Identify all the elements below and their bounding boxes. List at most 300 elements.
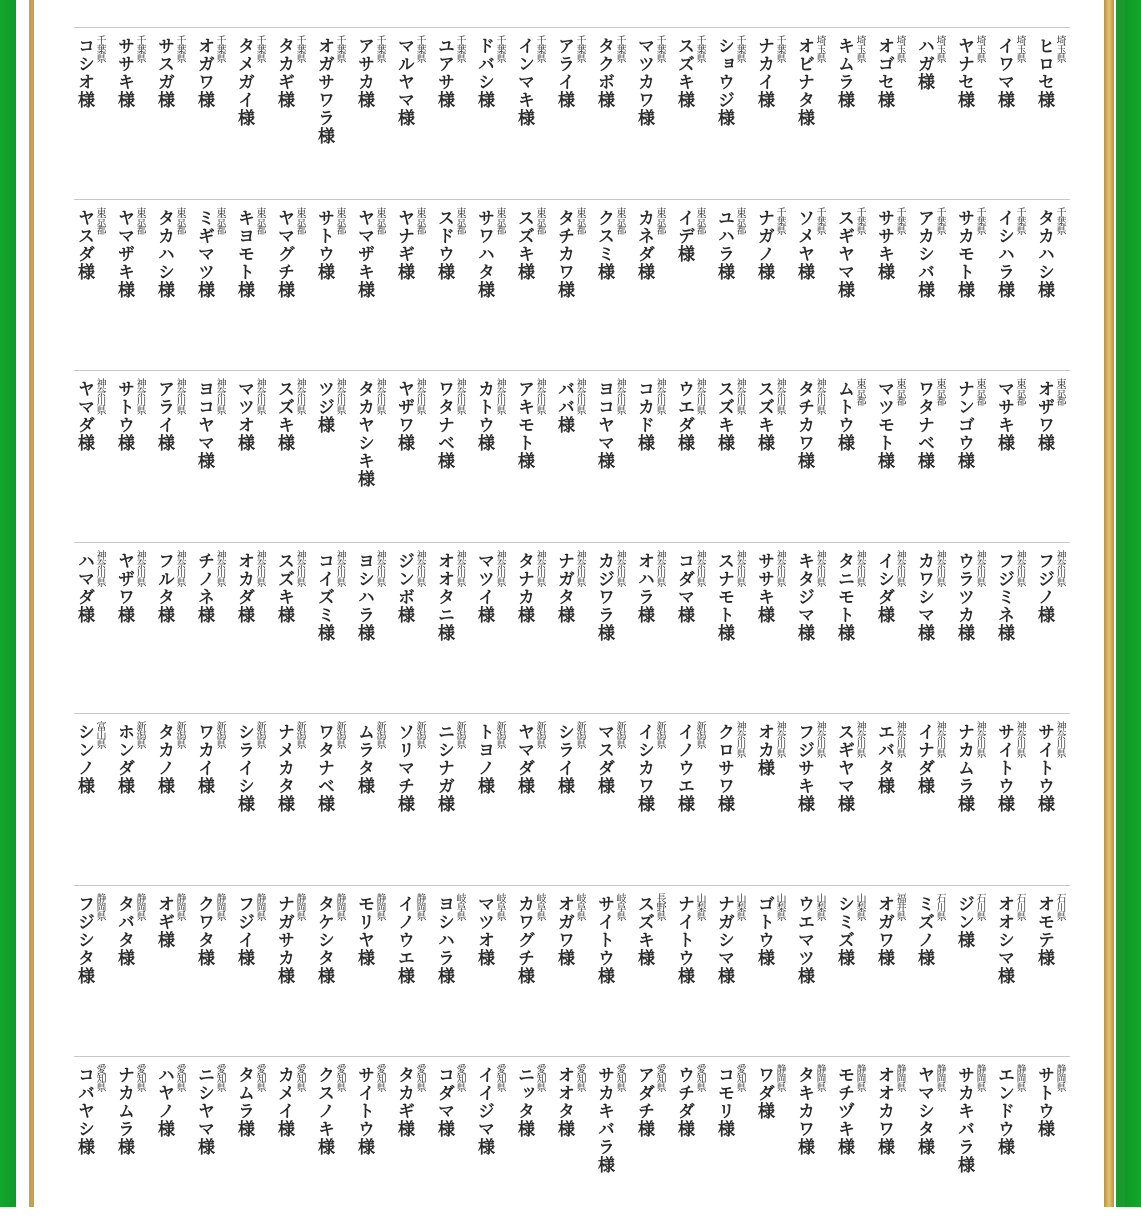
winner-entry — [392, 721, 432, 881]
winner-entry — [632, 550, 672, 710]
prefecture-label: 東京都 — [854, 378, 865, 405]
winner-entry — [952, 378, 992, 538]
winner-entry — [712, 207, 752, 367]
winner-name: ヤマダ様 — [514, 723, 534, 795]
winner-name: トヨノ様 — [474, 723, 494, 795]
winner-name: ミギマツ様 — [194, 209, 214, 299]
winner-name: キタジマ様 — [794, 552, 814, 642]
winner-entry — [952, 35, 992, 195]
prefecture-label: 千葉県 — [374, 35, 385, 62]
prefecture-label: 新潟県 — [174, 721, 185, 748]
winner-name: タチカワ様 — [794, 380, 814, 470]
prefecture-label: 静岡県 — [254, 893, 265, 920]
winner-name: フジミネ様 — [994, 552, 1014, 642]
prefecture-label: 岐阜県 — [534, 893, 545, 920]
winner-name: ニシヤマ様 — [194, 1066, 214, 1156]
right-green-strip — [1116, 0, 1125, 1207]
winner-entry — [472, 893, 512, 1053]
prefecture-label: 東京都 — [134, 207, 145, 234]
winner-name: スズキ様 — [714, 380, 734, 452]
winner-entry — [672, 378, 712, 538]
winner-entry — [272, 550, 312, 710]
prefecture-label: 岐阜県 — [614, 893, 625, 920]
prefecture-label: 静岡県 — [974, 1064, 985, 1091]
winner-name: サイトウ様 — [354, 1066, 374, 1156]
winner-name: ムラタ様 — [354, 723, 374, 795]
prefecture-label: 愛知県 — [374, 1064, 385, 1091]
winner-name: タメガイ様 — [234, 37, 254, 127]
winner-name: ウラツカ様 — [954, 552, 974, 642]
winner-entry — [872, 550, 912, 710]
winner-entry — [552, 207, 592, 367]
winner-name: アライ様 — [554, 37, 574, 109]
name-band-1 — [72, 27, 1068, 187]
winner-name: ユアサ様 — [434, 37, 454, 109]
winner-name: カネダ様 — [634, 209, 654, 281]
winner-name: タバタ様 — [114, 895, 134, 967]
winner-entry — [152, 550, 192, 710]
winner-entry — [832, 1064, 872, 1224]
winner-entry — [832, 550, 872, 710]
prefecture-label: 静岡県 — [214, 893, 225, 920]
winner-entry — [672, 893, 712, 1053]
winner-name: フルタ様 — [154, 552, 174, 624]
winner-name: ナメカタ様 — [274, 723, 294, 813]
winner-entry — [672, 550, 712, 710]
winner-name: エバタ様 — [874, 723, 894, 795]
winner-entry — [1032, 1064, 1072, 1224]
winner-entry — [272, 378, 312, 538]
winner-name: ヤナセ様 — [954, 37, 974, 109]
winner-name: ヨシハラ様 — [354, 552, 374, 642]
winner-name: オカダ様 — [234, 552, 254, 624]
prefecture-label: 東京都 — [174, 207, 185, 234]
prefecture-label: 東京都 — [934, 378, 945, 405]
winner-entry — [832, 207, 872, 367]
prefecture-label: 神奈川県 — [814, 550, 825, 586]
prefecture-label: 神奈川県 — [614, 550, 625, 586]
winner-entry — [392, 378, 432, 538]
prefecture-label: 静岡県 — [1054, 1064, 1065, 1091]
prefecture-label: 千葉県 — [774, 35, 785, 62]
winner-name: ハガ様 — [914, 37, 934, 91]
winner-name: イシダ様 — [874, 552, 894, 624]
winner-name: ヤナギ様 — [394, 209, 414, 281]
prefecture-label: 新潟県 — [654, 721, 665, 748]
winner-name: イシカワ様 — [634, 723, 654, 813]
winner-entry — [232, 1064, 272, 1224]
left-white-gap — [16, 0, 29, 1207]
prefecture-label: 山梨県 — [774, 893, 785, 920]
winner-name: ツジ様 — [314, 380, 334, 434]
prefecture-label: 千葉県 — [1014, 207, 1025, 234]
winner-entry — [192, 721, 232, 881]
winner-name: アダチ様 — [634, 1066, 654, 1138]
winner-name: シミズ様 — [834, 895, 854, 967]
winner-entry — [672, 207, 712, 367]
winner-entry — [312, 550, 352, 710]
prefecture-label: 静岡県 — [134, 893, 145, 920]
winner-name: カトウ様 — [474, 380, 494, 452]
prefecture-label: 東京都 — [454, 207, 465, 234]
winner-entry — [912, 721, 952, 881]
winner-entry — [392, 893, 432, 1053]
prefecture-label: 神奈川県 — [334, 378, 345, 414]
winner-entry — [792, 550, 832, 710]
winner-entry — [432, 721, 472, 881]
winner-entry — [352, 550, 392, 710]
prefecture-label: 東京都 — [694, 207, 705, 234]
winner-name: ササキ様 — [754, 552, 774, 624]
winner-entry — [632, 378, 672, 538]
winner-entry — [472, 550, 512, 710]
winner-name: オモテ様 — [1034, 895, 1054, 967]
winner-name: ヤマザキ様 — [114, 209, 134, 299]
winner-name: ジン様 — [954, 895, 974, 949]
winner-name: ハマダ様 — [74, 552, 94, 624]
winner-entry — [112, 893, 152, 1053]
prefecture-label: 神奈川県 — [94, 378, 105, 414]
prefecture-label: 埼玉県 — [894, 35, 905, 62]
winner-name: ヨシハラ様 — [434, 895, 454, 985]
winner-name: タカギ様 — [274, 37, 294, 109]
prefecture-label: 山梨県 — [734, 893, 745, 920]
prefecture-label: 新潟県 — [414, 721, 425, 748]
winner-name: イシハラ様 — [994, 209, 1014, 299]
prefecture-label: 神奈川県 — [854, 550, 865, 586]
prefecture-label: 千葉県 — [574, 35, 585, 62]
winner-name: カワシマ様 — [914, 552, 934, 642]
winner-name: アサカ様 — [354, 37, 374, 109]
winner-entry — [352, 893, 392, 1053]
winner-name: ナカイ様 — [754, 37, 774, 109]
winner-entry — [72, 721, 112, 881]
prefecture-label: 神奈川県 — [854, 721, 865, 757]
winner-entry — [272, 893, 312, 1053]
winner-entry — [192, 378, 232, 538]
winner-name: タカヤシキ様 — [354, 380, 374, 488]
winner-entry — [392, 207, 432, 367]
prefecture-label: 静岡県 — [934, 1064, 945, 1091]
winner-entry — [1032, 721, 1072, 881]
winner-entry — [912, 893, 952, 1053]
band-divider — [74, 885, 1070, 886]
prefecture-label: 静岡県 — [174, 893, 185, 920]
prefecture-label: 千葉県 — [134, 35, 145, 62]
winner-name: ヤザワ様 — [394, 380, 414, 452]
winner-name: カメイ様 — [274, 1066, 294, 1138]
prefecture-label: 千葉県 — [614, 35, 625, 62]
prefecture-label: 新潟県 — [294, 721, 305, 748]
prefecture-label: 神奈川県 — [134, 550, 145, 586]
prefecture-label: 岐阜県 — [494, 893, 505, 920]
prefecture-label: 千葉県 — [974, 207, 985, 234]
winner-name: オオタ様 — [554, 1066, 574, 1138]
prefecture-label: 新潟県 — [694, 721, 705, 748]
winner-entry — [752, 378, 792, 538]
winner-name: ウエダ様 — [674, 380, 694, 452]
right-gold-border — [1104, 0, 1114, 1207]
winner-name: コダマ様 — [674, 552, 694, 624]
winner-entry — [512, 35, 552, 195]
prefecture-label: 愛知県 — [414, 1064, 425, 1091]
prefecture-label: 東京都 — [734, 207, 745, 234]
winner-name: マツオ様 — [234, 380, 254, 452]
prefecture-label: 山梨県 — [814, 893, 825, 920]
winner-name: スズキ様 — [634, 895, 654, 967]
winner-name: オギ様 — [154, 895, 174, 949]
winner-name: オゴセ様 — [874, 37, 894, 109]
winner-entry — [432, 207, 472, 367]
right-green-border — [1125, 0, 1141, 1207]
prefecture-label: 埼玉県 — [1014, 35, 1025, 62]
prefecture-label: 神奈川県 — [654, 550, 665, 586]
winner-entry — [352, 378, 392, 538]
winner-name: タキカワ様 — [794, 1066, 814, 1156]
winner-name: ナカムラ様 — [114, 1066, 134, 1156]
winner-name: イイジマ様 — [474, 1066, 494, 1156]
winner-name: タクボ様 — [594, 37, 614, 109]
winner-entry — [592, 35, 632, 195]
winner-name: コモリ様 — [714, 1066, 734, 1138]
prefecture-label: 千葉県 — [774, 207, 785, 234]
prefecture-label: 神奈川県 — [694, 550, 705, 586]
prefecture-label: 千葉県 — [494, 35, 505, 62]
winner-entry — [392, 550, 432, 710]
prefecture-label: 岐阜県 — [454, 893, 465, 920]
winner-entry — [632, 893, 672, 1053]
winner-entry — [392, 1064, 432, 1224]
winner-entry — [872, 721, 912, 881]
winner-name: スギヤマ様 — [834, 723, 854, 813]
winner-name: マツオ様 — [474, 895, 494, 967]
left-green-border — [0, 0, 16, 1207]
winner-name: サカキバラ様 — [954, 1066, 974, 1174]
prefecture-label: 東京都 — [894, 378, 905, 405]
winner-entry — [992, 378, 1032, 538]
prefecture-label: 静岡県 — [1014, 1064, 1025, 1091]
prefecture-label: 静岡県 — [894, 1064, 905, 1091]
prefecture-label: 新潟県 — [134, 721, 145, 748]
winner-entry — [352, 1064, 392, 1224]
left-gold-border — [29, 0, 34, 1207]
prefecture-label: 神奈川県 — [934, 721, 945, 757]
winner-entry — [392, 35, 432, 195]
prefecture-label: 神奈川県 — [494, 378, 505, 414]
winner-name: キヨモト様 — [234, 209, 254, 299]
prefecture-label: 神奈川県 — [774, 550, 785, 586]
winner-name: フジサキ様 — [794, 723, 814, 813]
winner-entry — [792, 1064, 832, 1224]
winner-name: イノウエ様 — [674, 723, 694, 813]
winner-entry — [432, 893, 472, 1053]
prefecture-label: 千葉県 — [854, 207, 865, 234]
prefecture-label: 長野県 — [654, 893, 665, 920]
prefecture-label: 静岡県 — [374, 893, 385, 920]
winner-entry — [752, 893, 792, 1053]
prefecture-label: 東京都 — [974, 378, 985, 405]
winner-name: インマキ様 — [514, 37, 534, 127]
prefecture-label: 神奈川県 — [894, 721, 905, 757]
winner-entry — [832, 378, 872, 538]
winner-name: カジワラ様 — [594, 552, 614, 642]
winner-entry — [192, 207, 232, 367]
prefecture-label: 神奈川県 — [454, 550, 465, 586]
winner-name: ワタナベ様 — [914, 380, 934, 470]
prefecture-label: 千葉県 — [414, 35, 425, 62]
winner-name: ナガシマ様 — [714, 895, 734, 985]
winner-name: コカド様 — [634, 380, 654, 452]
winner-entry — [592, 378, 632, 538]
winner-entry — [832, 35, 872, 195]
winner-name: オザワ様 — [1034, 380, 1054, 452]
winner-entry — [112, 378, 152, 538]
prefecture-label: 静岡県 — [854, 1064, 865, 1091]
prefecture-label: 神奈川県 — [94, 550, 105, 586]
winner-entry — [232, 35, 272, 195]
prefecture-label: 東京都 — [654, 207, 665, 234]
winner-name: サイトウ様 — [994, 723, 1014, 813]
winner-entry — [752, 550, 792, 710]
winner-name: ドバシ様 — [474, 37, 494, 109]
winner-name: サトウ様 — [114, 380, 134, 452]
winner-entry — [872, 893, 912, 1053]
winner-name: クワタ様 — [194, 895, 214, 967]
prefecture-label: 神奈川県 — [334, 550, 345, 586]
winner-name: マスダ様 — [594, 723, 614, 795]
prefecture-label: 東京都 — [254, 207, 265, 234]
winner-name: タナカ様 — [514, 552, 534, 624]
winner-name: ホンダ様 — [114, 723, 134, 795]
winner-entry — [1032, 207, 1072, 367]
winner-entry — [632, 35, 672, 195]
prefecture-label: 神奈川県 — [574, 378, 585, 414]
winner-entry — [232, 550, 272, 710]
winner-entry — [592, 721, 632, 881]
winner-entry — [112, 1064, 152, 1224]
prefecture-label: 愛知県 — [294, 1064, 305, 1091]
winner-name: アキモト様 — [514, 380, 534, 470]
prefecture-label: 静岡県 — [294, 893, 305, 920]
prefecture-label: 愛知県 — [134, 1064, 145, 1091]
band-divider — [74, 542, 1070, 543]
winner-name: ヤマザキ様 — [354, 209, 374, 299]
winner-name: シライシ様 — [234, 723, 254, 813]
winner-entry — [152, 721, 192, 881]
prefecture-label: 神奈川県 — [294, 378, 305, 414]
prefecture-label: 千葉県 — [334, 35, 345, 62]
winner-name: クスノキ様 — [314, 1066, 334, 1156]
prefecture-label: 神奈川県 — [614, 378, 625, 414]
winner-entry — [232, 378, 272, 538]
winner-name: ヨコヤマ様 — [194, 380, 214, 470]
prefecture-label: 新潟県 — [534, 721, 545, 748]
prefecture-label: 新潟県 — [454, 721, 465, 748]
prefecture-label: 千葉県 — [894, 207, 905, 234]
winner-name: ヤスダ様 — [74, 209, 94, 281]
prefecture-label: 東京都 — [574, 207, 585, 234]
winner-entry — [192, 1064, 232, 1224]
prefecture-label: 東京都 — [494, 207, 505, 234]
winner-name: ササキ様 — [874, 209, 894, 281]
winner-entry — [472, 378, 512, 538]
winner-entry — [352, 721, 392, 881]
winner-entry — [432, 550, 472, 710]
prefecture-label: 愛知県 — [174, 1064, 185, 1091]
prefecture-label: 愛知県 — [614, 1064, 625, 1091]
prefecture-label: 山梨県 — [694, 893, 705, 920]
winner-name: オガワ様 — [194, 37, 214, 109]
winner-name: モチヅキ様 — [834, 1066, 854, 1156]
winner-name: オガワ様 — [874, 895, 894, 967]
winner-entry — [1032, 35, 1072, 195]
winner-entry — [72, 550, 112, 710]
winner-name: ヤマシタ様 — [914, 1066, 934, 1156]
winner-entry — [352, 35, 392, 195]
winner-entry — [552, 378, 592, 538]
winner-name: スズキ様 — [754, 380, 774, 452]
name-band-3 — [72, 370, 1068, 530]
prefecture-label: 神奈川県 — [734, 550, 745, 586]
winner-entry — [232, 207, 272, 367]
winner-name: モリヤ様 — [354, 895, 374, 967]
winner-name: タムラ様 — [234, 1066, 254, 1138]
winner-name: カワグチ様 — [514, 895, 534, 985]
winner-name: ソメヤ様 — [794, 209, 814, 281]
winner-entry — [552, 35, 592, 195]
winner-name: オオシマ様 — [994, 895, 1014, 985]
winner-entry — [912, 1064, 952, 1224]
winner-entry — [832, 721, 872, 881]
winner-name: マツイ様 — [474, 552, 494, 624]
winner-name: オガワ様 — [554, 895, 574, 967]
prefecture-label: 愛知県 — [454, 1064, 465, 1091]
winner-name: ナガタ様 — [554, 552, 574, 624]
prefecture-label: 新潟県 — [614, 721, 625, 748]
prefecture-label: 東京都 — [414, 207, 425, 234]
winner-name: ウエマツ様 — [794, 895, 814, 985]
prefecture-label: 神奈川県 — [1014, 721, 1025, 757]
winner-entry — [792, 35, 832, 195]
winner-entry — [552, 893, 592, 1053]
winner-entry — [712, 35, 752, 195]
winner-entry — [72, 893, 112, 1053]
winner-entry — [712, 893, 752, 1053]
winner-name: ショウジ様 — [714, 37, 734, 127]
winner-entry — [112, 721, 152, 881]
prefecture-label: 石川県 — [974, 893, 985, 920]
prefecture-label: 神奈川県 — [174, 378, 185, 414]
name-band-7 — [72, 1056, 1068, 1216]
winner-name: ワダ様 — [754, 1066, 774, 1120]
winner-name: サトウ様 — [1034, 1066, 1054, 1138]
winner-entry — [192, 893, 232, 1053]
prefecture-label: 埼玉県 — [814, 35, 825, 62]
winner-entry — [792, 721, 832, 881]
prefecture-label: 神奈川県 — [734, 721, 745, 757]
winner-entry — [952, 1064, 992, 1224]
prefecture-label: 神奈川県 — [414, 550, 425, 586]
winner-entry — [312, 207, 352, 367]
name-band-6 — [72, 885, 1068, 1045]
winner-name: ワタナベ様 — [434, 380, 454, 470]
winner-name: ジンボ様 — [394, 552, 414, 624]
winner-entry — [912, 35, 952, 195]
winner-entry — [872, 1064, 912, 1224]
band-divider — [74, 199, 1070, 200]
prefecture-label: 東京都 — [374, 207, 385, 234]
winner-entry — [192, 35, 232, 195]
